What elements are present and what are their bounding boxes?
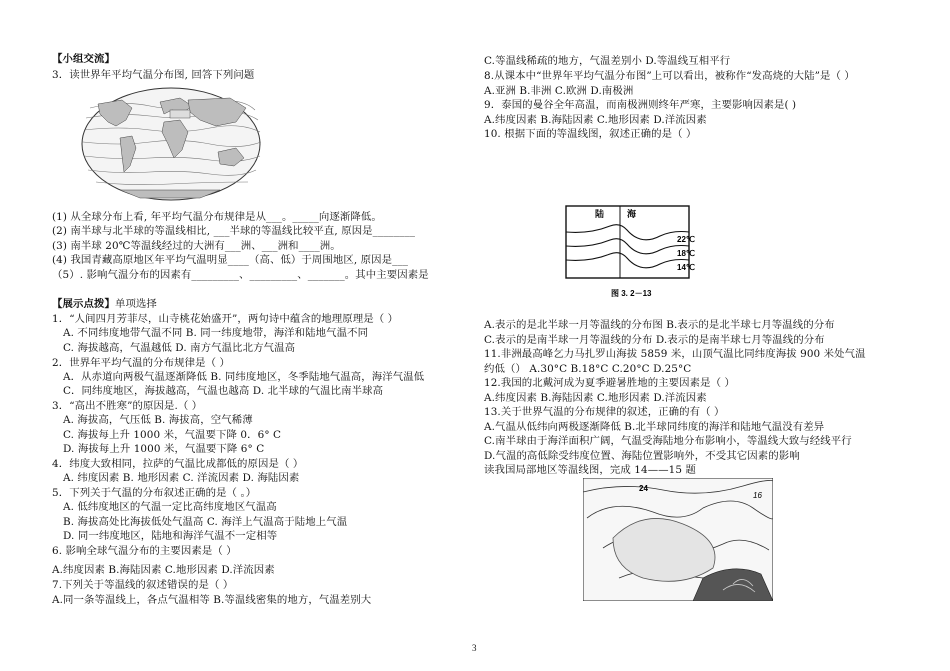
- mc-q1-ab: A. 不同纬度地带气温不同 B. 同一纬度地带，海洋和陆地气温不同: [63, 327, 369, 339]
- land-label: 陆: [595, 209, 605, 219]
- mc-q2-c: C．同纬度地区，海拔越高，气温也越高 D. 北半球的气温比南半球高: [63, 385, 384, 397]
- mc-q4-options: A. 纬度因素 B. 地形因素 C. 洋流因素 D. 海陆因素: [63, 472, 300, 484]
- mc-q9: 9．泰国的曼谷全年高温，而南极洲则终年严寒，主要影响因素是( ): [484, 99, 797, 111]
- mc-q12: 12.我国的北戴河成为夏季避暑胜地的主要因素是（ ）: [484, 377, 736, 389]
- isotherm-figure: [565, 202, 716, 300]
- q3-part1: (1) 从全球分布上看, 年平均气温分布规律是从___。_____向逐渐降低。: [52, 211, 382, 223]
- mc-q5: 5．下列关于气温的分布叙述正确的是（ 。）: [52, 487, 257, 499]
- mc-q8-options: A.亚洲 B.非洲 C.欧洲 D.南极洲: [484, 85, 634, 97]
- q3-part3: (3) 南半球 20℃等温线经过的大洲有___洲、___洲和____洲。: [52, 240, 341, 252]
- mc-q10-cd: C.表示的是南半球一月等温线的分布 D.表示的是南半球七月等温线的分布: [484, 334, 825, 346]
- mc-q3: 3．“高出不胜寒”的原因是.（ ）: [52, 400, 203, 412]
- isotherm-16-label: 16: [753, 491, 762, 500]
- figure-caption: 图 3. 2－13: [611, 289, 652, 298]
- mc-q12-options: A.纬度因素 B.海陆因素 C.地形因素 D.洋流因素: [484, 392, 707, 404]
- mc-q9-options: A.纬度因素 B.海陆因素 C.地形因素 D.洋流因素: [484, 114, 707, 126]
- mc-q11-options: 约低（） A.30°C B.18°C C.20°C D.25°C: [484, 363, 692, 375]
- mc-q7-ab: A.同一条等温线上，各点气温相等 B.等温线密集的地方，气温差别大: [52, 594, 372, 606]
- section-show-sub: 单项选择: [114, 298, 157, 310]
- world-temperature-map: [80, 86, 263, 203]
- mc-q5-d: D. 同一纬度地区，陆地和海洋气温不一定相等: [63, 530, 278, 542]
- mc-q6: 6. 影响全球气温分布的主要因素是（ ）: [52, 545, 237, 557]
- mc-q1: 1．“人间四月芳菲尽，山寺桃花始盛开”，两句诗中蕴含的地理原理是（ ）: [52, 313, 399, 325]
- label-18: 18℃: [677, 249, 695, 258]
- mc-q13: 13.关于世界气温的分布规律的叙述，正确的有（ ）: [484, 406, 725, 418]
- section-show-label: 【展示点拨】: [52, 298, 115, 310]
- mc-q2: 2．世界年平均气温的分布规律是（ ）: [52, 357, 230, 369]
- q3-part2: (2) 南半球与北半球的等温线相比, ___半球的等温线比较平直, 原因是________: [52, 225, 416, 237]
- label-22: 22℃: [677, 235, 695, 244]
- mc-q3-c: C. 海拔每上升 1000 米，气温要下降 0．6° C: [63, 429, 282, 441]
- q3-part5: （5）. 影响气温分布的因素有_________、_________、_______。其中主要因素是: [52, 269, 429, 281]
- q3-part4: (4) 我国青藏高原地区年平均气温明显____（高、低）于周围地区, 原因是___: [52, 254, 409, 266]
- mc-q8: 8.从课本中“世界年平均气温分布图”上可以看出，被称作“发高烧的大陆”是（ ）: [484, 70, 855, 82]
- mc-q7: 7.下列关于等温线的叙述错误的是（ ）: [52, 579, 234, 591]
- mc-q13-d: D.气温的高低除受纬度位置、海陆位置影响外，不受其它因素的影响: [484, 450, 800, 462]
- sea-label: 海: [627, 209, 637, 219]
- isotherm-24-label: 24: [639, 484, 648, 493]
- mc-q13-a: A.气温从低纬向两极逐渐降低 B.北半球同纬度的海洋和陆地气温没有差异: [484, 421, 825, 433]
- mc-q11: 11.非洲最高峰乞力马扎罗山海拔 5859 米，山顶气温比同纬度海拔 900 米处气温: [484, 348, 866, 360]
- mc-q3-d: D. 海拔每上升 1000 米，气温要下降 6° C: [63, 443, 265, 455]
- label-14: 14℃: [677, 263, 695, 272]
- mc-q10-ab: A.表示的是北半球一月等温线的分布图 B.表示的是北半球七月等温线的分布: [484, 319, 835, 331]
- mc-q13-c: C.南半球由于海洋面积广阔，气温受海陆地分布影响小，等温线大致与经线平行: [484, 435, 852, 447]
- mc-q7-cd: C.等温线稀疏的地方，气温差别小 D.等温线互相平行: [484, 55, 731, 67]
- china-isotherm-map: [583, 478, 773, 601]
- mc-q10: 10. 根据下面的等温线图，叙述正确的是（ ）: [484, 128, 697, 140]
- section-title-show: [52, 297, 157, 311]
- mc-q4: 4．纬度大致相同，拉萨的气温比成都低的原因是（ ）: [52, 458, 304, 470]
- page-number: 3: [472, 643, 477, 653]
- mc-q5-bc: B. 海拔高处比海拔低处气温高 C. 海洋上气温高于陆地上气温: [63, 516, 348, 528]
- mc-q3-ab: A. 海拔高，气压低 B. 海拔高，空气稀薄: [63, 414, 253, 426]
- mc-q6-options: A.纬度因素 B.海陆因素 C.地形因素 D.洋流因素: [52, 564, 275, 576]
- section-title-group: 【小组交流】: [52, 53, 115, 65]
- mc-q5-a: A. 低纬度地区的气温一定比高纬度地区气温高: [63, 501, 277, 513]
- q3-intro: 3．读世界年平均气温分布图, 回答下列问题: [52, 69, 255, 81]
- mc-q2-a: A．从赤道向两极气温逐渐降低 B. 同纬度地区，冬季陆地气温高，海洋气温低: [63, 371, 425, 383]
- mc-q1-cd: C. 海拔越高，气温越低 D. 南方气温比北方气温高: [63, 342, 296, 354]
- q14-intro: 读我国局部地区等温线图，完成 14——15 题: [484, 464, 696, 476]
